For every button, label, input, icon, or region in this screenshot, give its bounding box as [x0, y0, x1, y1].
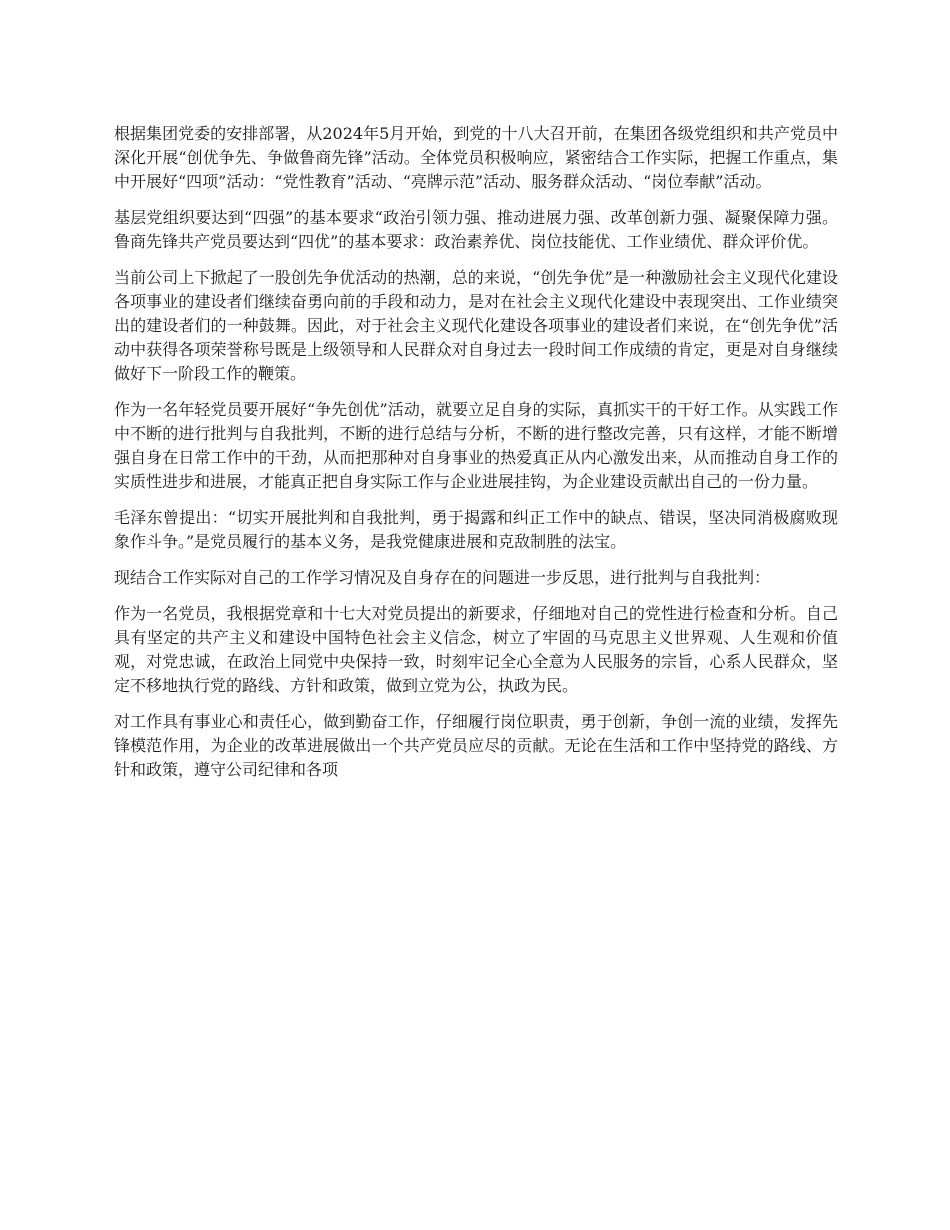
paragraph-2: 基层党组织要达到“四强”的基本要求“政治引领力强、推动进展力强、改革创新力强、凝聚保障力强。鲁商先锋共产党员要达到“四优”的基本要求：政治素养优、岗位技能优、工作业绩优、群众评价优。	[114, 208, 838, 251]
paragraph-5: 毛泽东曾提出：“切实开展批判和自我批判，勇于揭露和纠正工作中的缺点、错误，坚决同消极腐败现象作斗争。”是党员履行的基本义务，是我党健康进展和克敌制胜的法宝。	[114, 508, 838, 551]
paragraph-7: 作为一名党员，我根据党章和十七大对党员提出的新要求，仔细地对自己的党性进行检查和分析。自己具有坚定的共产主义和建设中国特色社会主义信念，树立了牢固的马克思主义世界观、人生观和价值观，对党忠诚，在政治上同党中央保持一致，时刻牢记全心全意为人民服务的宗旨，心系人民群众，坚定不移地执行党的路线、方针和政策，做到立党为公，执政为民。	[114, 604, 838, 695]
paragraph-4: 作为一名年轻党员要开展好“争先创优”活动，就要立足自身的实际，真抓实干的干好工作。从实践工作中不断的进行批判与自我批判，不断的进行总结与分析，不断的进行整改完善，只有这样，才能不断增强自身在日常工作中的干劲，从而把那种对自身事业的热爱真正从内心激发出来，从而推动自身工作的实质性进步和进展，才能真正把自身实际工作与企业进展挂钩，为企业建设贡献出自己的一份力量。	[114, 400, 838, 491]
paragraph-1: 根据集团党委的安排部署，从2024年5月开始，到党的十八大召开前，在集团各级党组织和共产党员中深化开展“创优争先、争做鲁商先锋”活动。全体党员积极响应，紧密结合工作实际，把握工作重点，集中开展好“四项”活动：“党性教育”活动、“亮牌示范”活动、服务群众活动、“岗位奉献”活动。	[114, 124, 838, 191]
paragraph-8: 对工作具有事业心和责任心，做到勤奋工作，仔细履行岗位职责，勇于创新，争创一流的业绩，发挥先锋模范作用，为企业的改革进展做出一个共产党员应尽的贡献。无论在生活和工作中坚持党的路线、方针和政策，遵守公司纪律和各项	[114, 712, 838, 779]
paragraph-6: 现结合工作实际对自己的工作学习情况及自身存在的问题进一步反思，进行批判与自我批判：	[114, 568, 771, 587]
paragraph-3: 当前公司上下掀起了一股创先争优活动的热潮，总的来说，“创先争优”是一种激励社会主义现代化建设各项事业的建设者们继续奋勇向前的手段和动力，是对在社会主义现代化建设中表现突出、工作业绩突出的建设者们的一种鼓舞。因此，对于社会主义现代化建设各项事业的建设者们来说，在“创先争优”活动中获得各项荣誉称号既是上级领导和人民群众对自身过去一段时间工作成绩的肯定，更是对自身继续做好下一阶段工作的鞭策。	[114, 268, 838, 383]
document-body	[114, 122, 838, 794]
